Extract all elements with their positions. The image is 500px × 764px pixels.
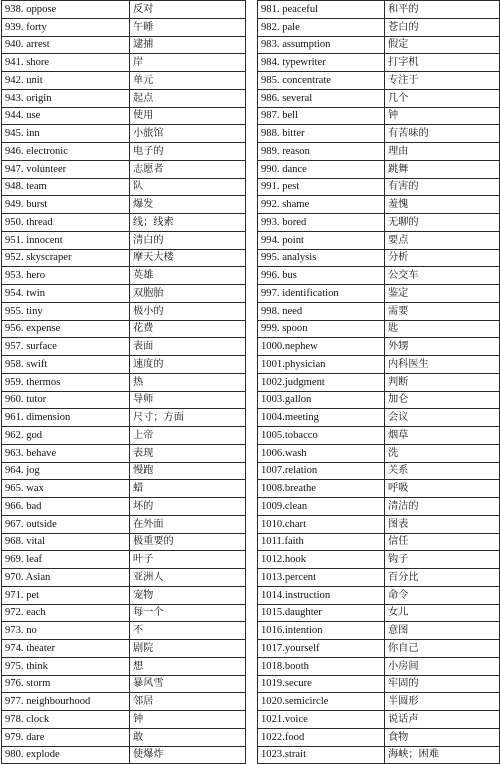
chinese-meaning: 理由 [385, 143, 500, 161]
english-word: 970. Asian [2, 569, 130, 587]
table-row [258, 338, 500, 356]
english-word: 969. leaf [2, 551, 130, 569]
chinese-meaning: 会议 [385, 409, 500, 427]
english-word: 972. each [2, 604, 130, 622]
table-row [2, 373, 246, 391]
chinese-meaning: 有害的 [385, 178, 500, 196]
chinese-meaning: 需要 [385, 302, 500, 320]
chinese-meaning: 意图 [385, 622, 500, 640]
chinese-meaning: 叶子 [130, 551, 246, 569]
table-row [2, 249, 246, 267]
chinese-meaning: 假定 [385, 36, 500, 54]
chinese-meaning: 无聊的 [385, 214, 500, 232]
english-word: 982. pale [258, 18, 385, 36]
chinese-meaning: 跳舞 [385, 160, 500, 178]
chinese-meaning: 清白的 [130, 231, 246, 249]
chinese-meaning: 加仑 [385, 391, 500, 409]
chinese-meaning: 表面 [130, 338, 246, 356]
chinese-meaning: 外甥 [385, 338, 500, 356]
table-row [2, 72, 246, 90]
english-word: 1006.wash [258, 444, 385, 462]
table-row [2, 160, 246, 178]
table-row [258, 18, 500, 36]
table-row [258, 231, 500, 249]
english-word: 977. neighbourhood [2, 693, 130, 711]
english-word: 976. storm [2, 675, 130, 693]
english-word: 953. hero [2, 267, 130, 285]
chinese-meaning: 单元 [130, 72, 246, 90]
chinese-meaning: 午睡 [130, 18, 246, 36]
english-word: 942. unit [2, 72, 130, 90]
chinese-meaning: 几个 [385, 89, 500, 107]
table-row [258, 622, 500, 640]
chinese-meaning: 内科医生 [385, 356, 500, 374]
chinese-meaning: 摩天大楼 [130, 249, 246, 267]
english-word: 1014.instruction [258, 586, 385, 604]
table-row [258, 640, 500, 658]
table-row [2, 711, 246, 729]
table-row [258, 320, 500, 338]
english-word: 990. dance [258, 160, 385, 178]
table-row [258, 214, 500, 232]
english-word: 1023.strait [258, 746, 385, 764]
chinese-meaning: 判断 [385, 373, 500, 391]
english-word: 938. oppose [2, 1, 130, 19]
table-row [258, 1, 500, 19]
table-row [2, 551, 246, 569]
chinese-meaning: 和平的 [385, 1, 500, 19]
table-row [258, 36, 500, 54]
table-row [258, 515, 500, 533]
english-word: 994. point [258, 231, 385, 249]
english-word: 1016.intention [258, 622, 385, 640]
english-word: 957. surface [2, 338, 130, 356]
table-row [2, 444, 246, 462]
table-row [258, 728, 500, 746]
chinese-meaning: 反对 [130, 1, 246, 19]
table-row [258, 160, 500, 178]
chinese-meaning: 呼吸 [385, 480, 500, 498]
table-row [2, 622, 246, 640]
chinese-meaning: 不 [130, 622, 246, 640]
table-row [258, 586, 500, 604]
chinese-meaning: 半圆形 [385, 693, 500, 711]
chinese-meaning: 牢固的 [385, 675, 500, 693]
english-word: 940. arrest [2, 36, 130, 54]
english-word: 956. expense [2, 320, 130, 338]
chinese-meaning: 使用 [130, 107, 246, 125]
table-row [2, 1, 246, 19]
vocab-table-right-body [258, 1, 500, 764]
english-word: 998. need [258, 302, 385, 320]
chinese-meaning: 女儿 [385, 604, 500, 622]
chinese-meaning: 逮捕 [130, 36, 246, 54]
chinese-meaning: 小旅馆 [130, 125, 246, 143]
chinese-meaning: 公交车 [385, 267, 500, 285]
english-word: 947. volunteer [2, 160, 130, 178]
table-row [258, 675, 500, 693]
english-word: 954. twin [2, 285, 130, 303]
chinese-meaning: 爆发 [130, 196, 246, 214]
table-row [258, 196, 500, 214]
english-word: 980. explode [2, 746, 130, 764]
english-word: 952. skyscraper [2, 249, 130, 267]
english-word: 951. innocent [2, 231, 130, 249]
english-word: 961. dimension [2, 409, 130, 427]
english-word: 960. tutor [2, 391, 130, 409]
chinese-meaning: 英雄 [130, 267, 246, 285]
table-row [2, 569, 246, 587]
english-word: 1019.secure [258, 675, 385, 693]
table-row [258, 498, 500, 516]
english-word: 955. tiny [2, 302, 130, 320]
table-row [2, 196, 246, 214]
chinese-meaning: 钩子 [385, 551, 500, 569]
table-row [2, 533, 246, 551]
chinese-meaning: 表现 [130, 444, 246, 462]
english-word: 962. god [2, 427, 130, 445]
table-row [258, 267, 500, 285]
table-row [2, 338, 246, 356]
english-word: 989. reason [258, 143, 385, 161]
english-word: 967. outside [2, 515, 130, 533]
chinese-meaning: 敢 [130, 728, 246, 746]
english-word: 986. several [258, 89, 385, 107]
english-word: 949. burst [2, 196, 130, 214]
table-row [2, 427, 246, 445]
english-word: 950. thread [2, 214, 130, 232]
chinese-meaning: 在外面 [130, 515, 246, 533]
chinese-meaning: 坏的 [130, 498, 246, 516]
table-row [2, 498, 246, 516]
table-row [258, 249, 500, 267]
table-row [258, 444, 500, 462]
chinese-meaning: 岸 [130, 54, 246, 72]
chinese-meaning: 分析 [385, 249, 500, 267]
table-row [258, 54, 500, 72]
table-row [2, 89, 246, 107]
chinese-meaning: 花费 [130, 320, 246, 338]
english-word: 1013.percent [258, 569, 385, 587]
english-word: 945. inn [2, 125, 130, 143]
chinese-meaning: 命令 [385, 586, 500, 604]
table-row [258, 604, 500, 622]
vocab-table-left [1, 0, 246, 764]
chinese-meaning: 双胞胎 [130, 285, 246, 303]
english-word: 944. use [2, 107, 130, 125]
chinese-meaning: 信任 [385, 533, 500, 551]
table-row [258, 107, 500, 125]
table-row [2, 320, 246, 338]
english-word: 984. typewriter [258, 54, 385, 72]
table-row [2, 125, 246, 143]
chinese-meaning: 专注于 [385, 72, 500, 90]
english-word: 993. bored [258, 214, 385, 232]
english-word: 1004.meeting [258, 409, 385, 427]
english-word: 941. shore [2, 54, 130, 72]
english-word: 1018.booth [258, 657, 385, 675]
chinese-meaning: 打字机 [385, 54, 500, 72]
chinese-meaning: 苍白的 [385, 18, 500, 36]
chinese-meaning: 洗 [385, 444, 500, 462]
english-word: 1012.hook [258, 551, 385, 569]
chinese-meaning: 尺寸；方面 [130, 409, 246, 427]
english-word: 1020.semicircle [258, 693, 385, 711]
chinese-meaning: 百分比 [385, 569, 500, 587]
table-row [2, 728, 246, 746]
table-row [258, 569, 500, 587]
english-word: 959. thermos [2, 373, 130, 391]
table-row [2, 409, 246, 427]
table-row [2, 178, 246, 196]
english-word: 1021.voice [258, 711, 385, 729]
chinese-meaning: 每一个 [130, 604, 246, 622]
chinese-meaning: 羞愧 [385, 196, 500, 214]
table-row [2, 143, 246, 161]
table-row [2, 462, 246, 480]
english-word: 971. pet [2, 586, 130, 604]
table-row [2, 657, 246, 675]
chinese-meaning: 速度的 [130, 356, 246, 374]
chinese-meaning: 要点 [385, 231, 500, 249]
chinese-meaning: 海峡；困难 [385, 746, 500, 764]
english-word: 943. origin [2, 89, 130, 107]
english-word: 968. vital [2, 533, 130, 551]
chinese-meaning: 图表 [385, 515, 500, 533]
chinese-meaning: 导师 [130, 391, 246, 409]
english-word: 987. bell [258, 107, 385, 125]
table-row [2, 356, 246, 374]
english-word: 1005.tobacco [258, 427, 385, 445]
english-word: 974. theater [2, 640, 130, 658]
table-row [258, 373, 500, 391]
table-row [2, 640, 246, 658]
chinese-meaning: 钟 [130, 711, 246, 729]
chinese-meaning: 亚洲人 [130, 569, 246, 587]
table-row [2, 746, 246, 764]
chinese-meaning: 极重要的 [130, 533, 246, 551]
vocab-table-left-body [2, 1, 246, 764]
chinese-meaning: 线；线索 [130, 214, 246, 232]
english-word: 975. think [2, 657, 130, 675]
english-word: 978. clock [2, 711, 130, 729]
table-row [258, 551, 500, 569]
english-word: 958. swift [2, 356, 130, 374]
chinese-meaning: 慢跑 [130, 462, 246, 480]
table-row [2, 214, 246, 232]
english-word: 995. analysis [258, 249, 385, 267]
table-row [258, 89, 500, 107]
table-row [258, 693, 500, 711]
chinese-meaning: 热 [130, 373, 246, 391]
table-row [258, 72, 500, 90]
chinese-meaning: 队 [130, 178, 246, 196]
table-row [258, 409, 500, 427]
table-row [258, 302, 500, 320]
chinese-meaning: 剧院 [130, 640, 246, 658]
table-row [258, 427, 500, 445]
table-row [2, 107, 246, 125]
english-word: 1017.yourself [258, 640, 385, 658]
english-word: 964. jog [2, 462, 130, 480]
table-row [258, 125, 500, 143]
table-row [2, 302, 246, 320]
english-word: 1000.nephew [258, 338, 385, 356]
english-word: 985. concentrate [258, 72, 385, 90]
chinese-meaning: 有苦味的 [385, 125, 500, 143]
table-row [2, 480, 246, 498]
chinese-meaning: 你自己 [385, 640, 500, 658]
english-word: 1022.food [258, 728, 385, 746]
table-row [258, 746, 500, 764]
english-word: 1009.clean [258, 498, 385, 516]
table-row [258, 391, 500, 409]
english-word: 963. behave [2, 444, 130, 462]
chinese-meaning: 清洁的 [385, 498, 500, 516]
table-row [2, 267, 246, 285]
chinese-meaning: 食物 [385, 728, 500, 746]
english-word: 973. no [2, 622, 130, 640]
chinese-meaning: 邻居 [130, 693, 246, 711]
table-row [2, 604, 246, 622]
english-word: 999. spoon [258, 320, 385, 338]
table-row [2, 693, 246, 711]
chinese-meaning: 说话声 [385, 711, 500, 729]
english-word: 1010.chart [258, 515, 385, 533]
table-row [258, 480, 500, 498]
chinese-meaning: 起点 [130, 89, 246, 107]
chinese-meaning: 使爆炸 [130, 746, 246, 764]
english-word: 948. team [2, 178, 130, 196]
english-word: 992. shame [258, 196, 385, 214]
chinese-meaning: 志愿者 [130, 160, 246, 178]
table-row [258, 533, 500, 551]
table-row [2, 54, 246, 72]
table-row [2, 18, 246, 36]
vocab-table-right [257, 0, 500, 764]
english-word: 991. pest [258, 178, 385, 196]
chinese-meaning: 宠物 [130, 586, 246, 604]
english-word: 988. bitter [258, 125, 385, 143]
table-row [258, 462, 500, 480]
chinese-meaning: 蜡 [130, 480, 246, 498]
table-row [258, 285, 500, 303]
english-word: 965. wax [2, 480, 130, 498]
chinese-meaning: 烟草 [385, 427, 500, 445]
table-row [2, 285, 246, 303]
table-row [2, 391, 246, 409]
chinese-meaning: 极小的 [130, 302, 246, 320]
table-row [258, 143, 500, 161]
english-word: 997. identification [258, 285, 385, 303]
english-word: 966. bad [2, 498, 130, 516]
english-word: 981. peaceful [258, 1, 385, 19]
table-row [2, 36, 246, 54]
english-word: 1007.relation [258, 462, 385, 480]
table-row [2, 675, 246, 693]
english-word: 1003.gallon [258, 391, 385, 409]
chinese-meaning: 匙 [385, 320, 500, 338]
english-word: 983. assumption [258, 36, 385, 54]
table-row [258, 178, 500, 196]
chinese-meaning: 关系 [385, 462, 500, 480]
chinese-meaning: 钟 [385, 107, 500, 125]
table-row [258, 356, 500, 374]
chinese-meaning: 暴风雪 [130, 675, 246, 693]
table-row [2, 586, 246, 604]
chinese-meaning: 小房间 [385, 657, 500, 675]
english-word: 1002.judgment [258, 373, 385, 391]
english-word: 1015.daughter [258, 604, 385, 622]
chinese-meaning: 鉴定 [385, 285, 500, 303]
table-row [2, 231, 246, 249]
english-word: 939. forty [2, 18, 130, 36]
chinese-meaning: 电子的 [130, 143, 246, 161]
chinese-meaning: 上帝 [130, 427, 246, 445]
english-word: 1001.physician [258, 356, 385, 374]
table-row [2, 515, 246, 533]
english-word: 1008.breathe [258, 480, 385, 498]
table-row [258, 657, 500, 675]
english-word: 1011.faith [258, 533, 385, 551]
table-row [258, 711, 500, 729]
chinese-meaning: 想 [130, 657, 246, 675]
english-word: 996. bus [258, 267, 385, 285]
english-word: 946. electronic [2, 143, 130, 161]
english-word: 979. dare [2, 728, 130, 746]
